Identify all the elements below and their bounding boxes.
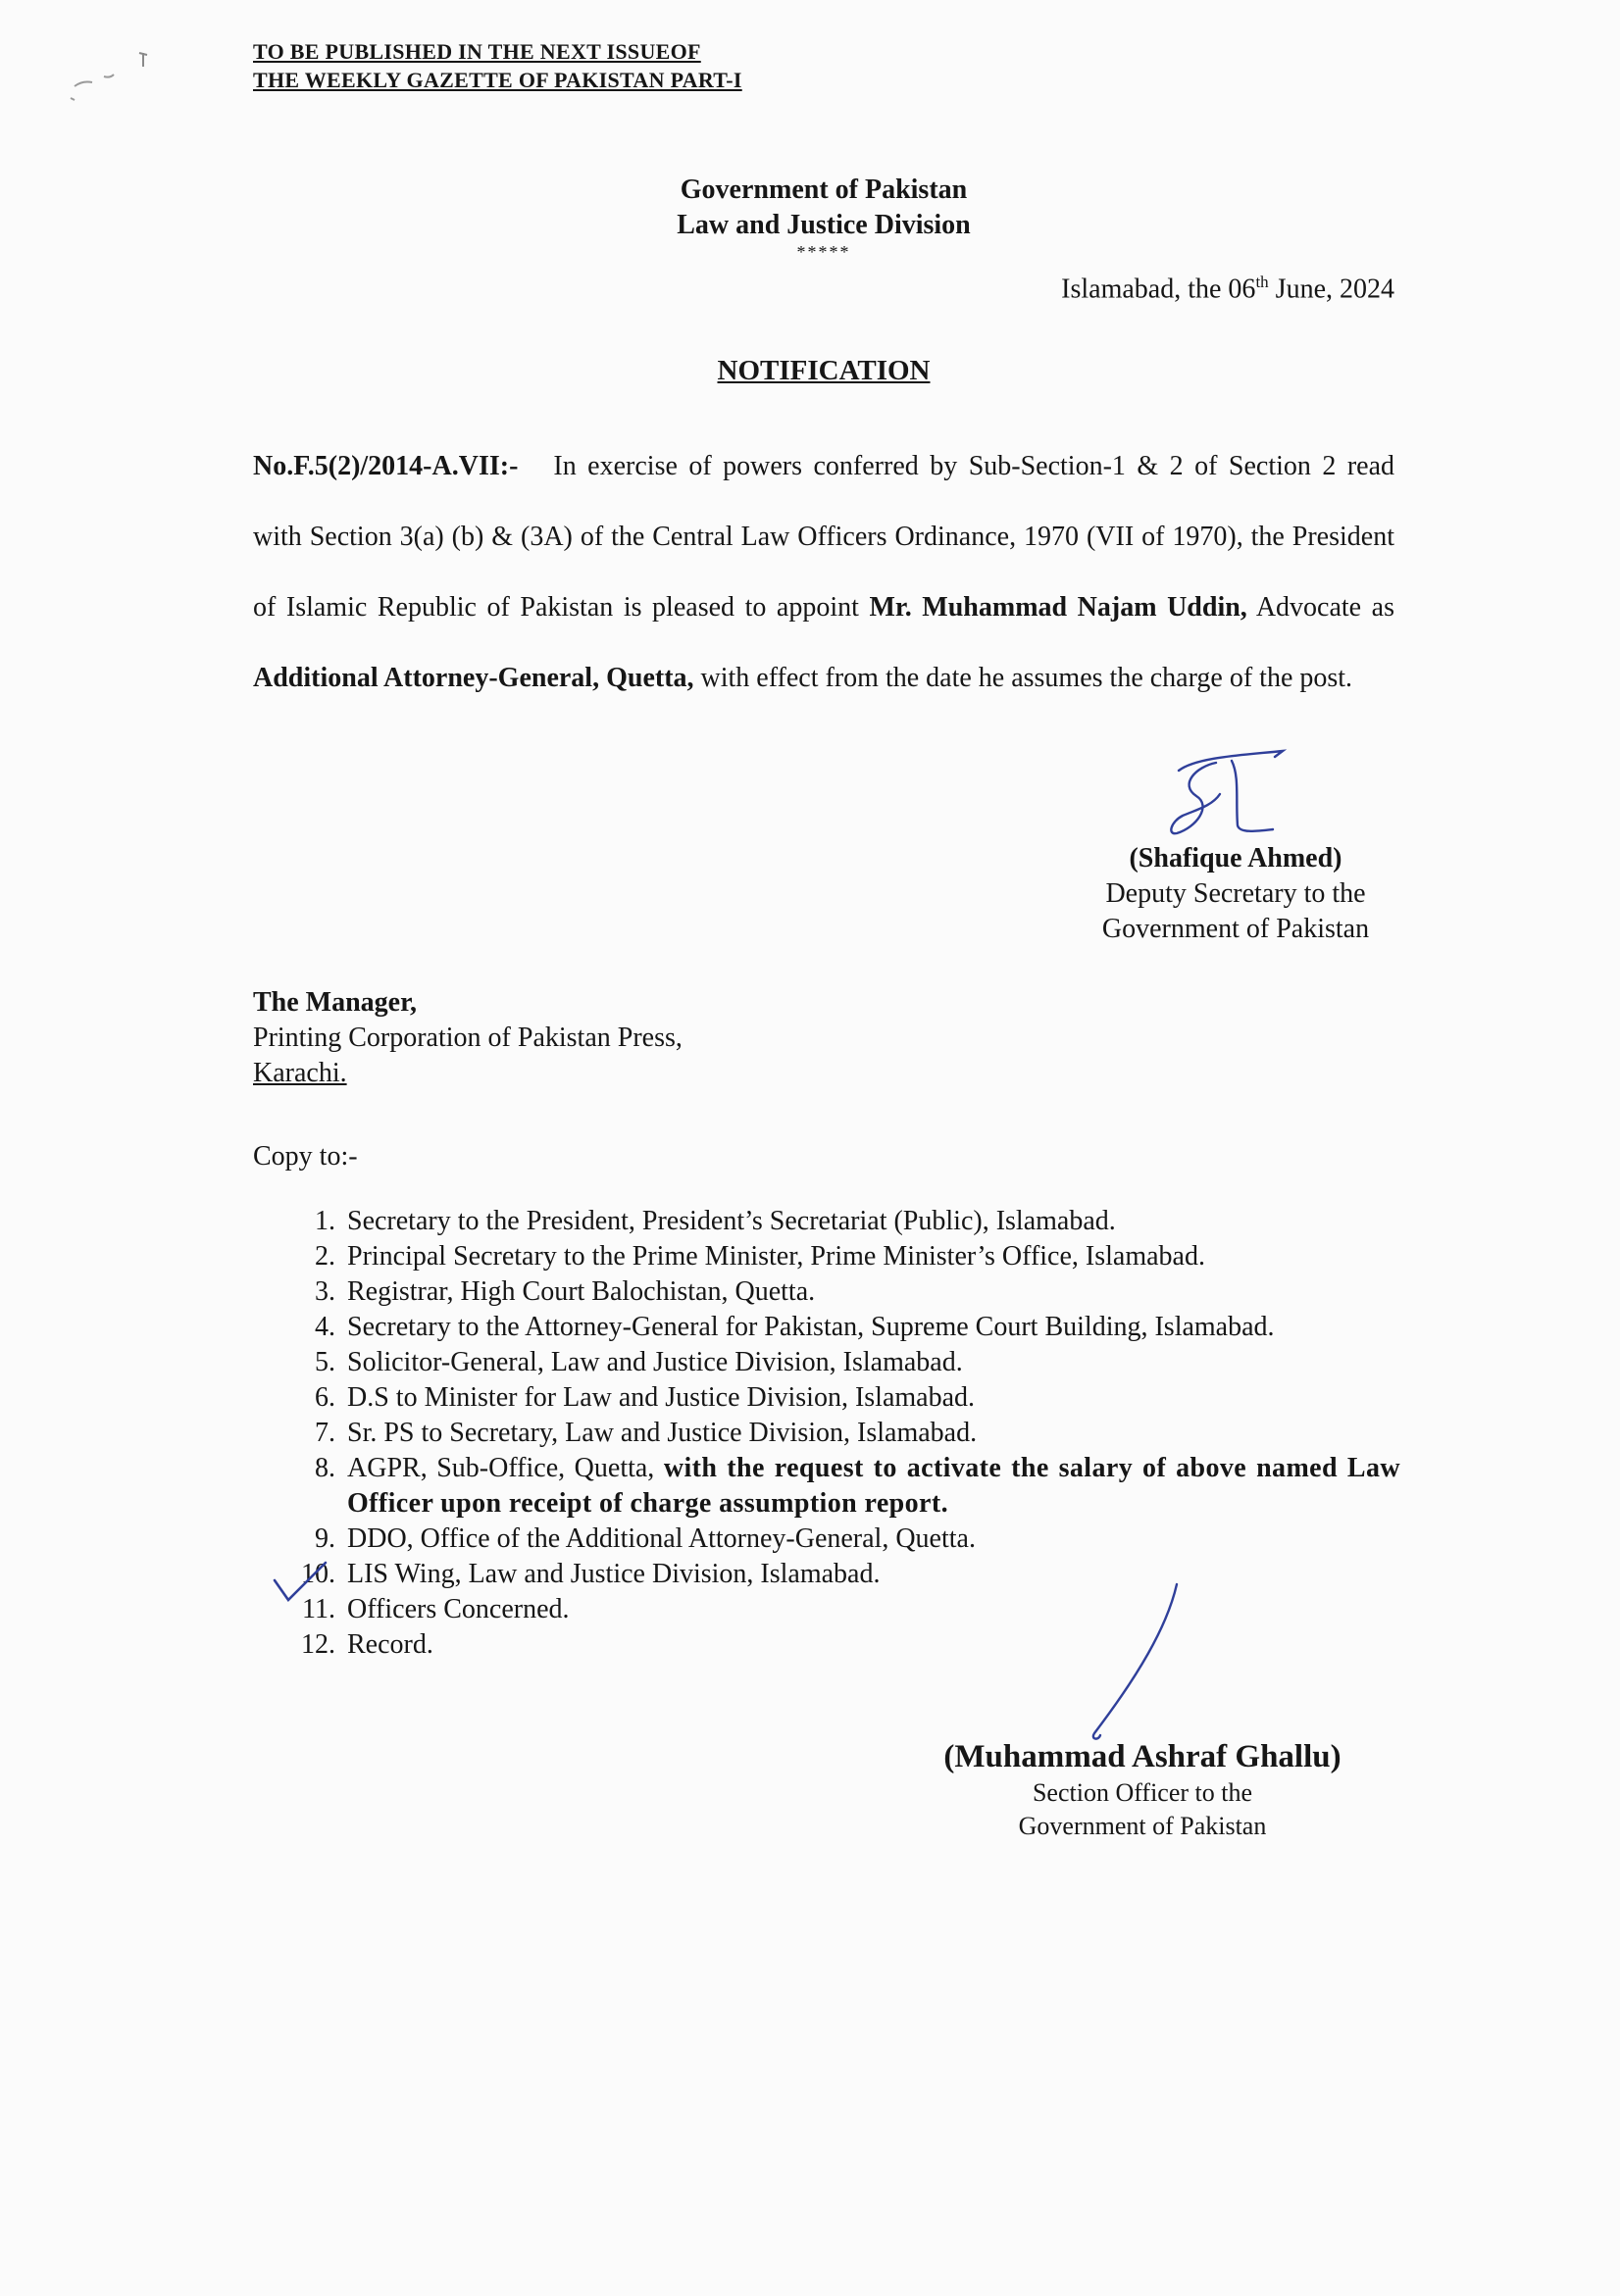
copy-list-item: 5. Solicitor-General, Law and Justice Division, Islamabad. — [315, 1347, 963, 1377]
gazette-line-2: THE WEEKLY GAZETTE OF PAKISTAN PART-I — [253, 68, 742, 92]
date-suffix: th — [1255, 273, 1269, 291]
copy-to-list — [292, 1204, 1400, 1663]
addressee-line-1: The Manager, — [253, 987, 417, 1018]
deputy-secretary-government: Government of Pakistan — [1101, 914, 1370, 944]
tick-mark-icon — [271, 1559, 379, 1618]
copy-list-item: 6. D.S to Minister for Law and Justice Division, Islamabad. — [315, 1382, 976, 1413]
copy-list-item: 10. LIS Wing, Law and Justice Division, Islamabad. — [301, 1559, 881, 1589]
copy-list-item: 7. Sr. PS to Secretary, Law and Justice Division, Islamabad. — [315, 1418, 978, 1448]
copy-to-label: Copy to:- — [253, 1141, 358, 1172]
header-stars: ***** — [796, 242, 851, 262]
section-officer-title: Section Officer to the — [1032, 1778, 1253, 1807]
deputy-secretary-block — [1039, 841, 1432, 947]
body-text-3: with effect from the date he assumes the charge of the post. — [700, 663, 1353, 693]
copy-list-item: 9. DDO, Office of the Additional Attorney-General, Quetta. — [315, 1523, 976, 1554]
deputy-secretary-name: (Shafique Ahmed) — [1129, 843, 1342, 873]
section-officer-block — [912, 1737, 1373, 1843]
copy-list-item: 2. Principal Secretary to the Prime Minister, Prime Minister’s Office, Islamabad. — [315, 1241, 1205, 1272]
appointee-name: Mr. Muhammad Najam Uddin, — [869, 592, 1247, 623]
notification-number: No.F.5(2)/2014-A.VII:- — [253, 451, 519, 481]
scan-mark — [65, 47, 182, 106]
section-officer-government: Government of Pakistan — [1018, 1812, 1267, 1840]
gazette-line-1: TO BE PUBLISHED IN THE NEXT ISSUEOF — [253, 39, 701, 64]
addressee-line-2: Printing Corporation of Pakistan Press, — [253, 1023, 683, 1053]
division-heading: Law and Justice Division — [677, 210, 971, 240]
addressee-line-3: Karachi. — [253, 1058, 347, 1088]
addressee-block — [253, 985, 683, 1091]
deputy-secretary-signature — [1157, 737, 1314, 845]
appointed-position: Additional Attorney-General, Quetta, — [253, 663, 694, 693]
copy-list-item: 8. AGPR, Sub-Office, Quetta, with the request to activate the salary of above named Law Officer upon receipt of charge assumption report. — [315, 1453, 1401, 1519]
issue-date — [1061, 273, 1394, 305]
copy-list-item: 11. Officers Concerned. — [302, 1594, 570, 1624]
gazette-publication-note — [253, 37, 742, 94]
body-text-1: In exercise of powers conferred by Sub-Section-1 & 2 of Section 2 read with Section 3(a) (b) & (3A) of the Central Law Officers Ordinance, 1970 (VII of 1970), the President of Islamic Republic of Pakistan is pleased to appoint — [253, 451, 1394, 623]
notification-body — [253, 431, 1394, 714]
document-title: NOTIFICATION — [717, 355, 931, 386]
date-prefix: Islamabad, the 06 — [1061, 274, 1256, 305]
copy-list-item: 3. Registrar, High Court Balochistan, Quetta. — [315, 1276, 816, 1307]
copy-list-item: 1. Secretary to the President, President’s Secretariat (Public), Islamabad. — [315, 1206, 1116, 1236]
government-heading: Government of Pakistan — [680, 175, 968, 205]
copy-list-item: 4. Secretary to the Attorney-General for Pakistan, Supreme Court Building, Islamabad. — [315, 1312, 1275, 1342]
deputy-secretary-title: Deputy Secretary to the — [1105, 878, 1366, 909]
date-rest: June, 2024 — [1268, 274, 1394, 305]
section-officer-name: (Muhammad Ashraf Ghallu) — [943, 1739, 1342, 1774]
body-text-2: Advocate as — [1255, 592, 1394, 623]
letterhead — [549, 173, 1098, 261]
section-officer-signature — [1079, 1578, 1196, 1745]
copy-list-item: 12. Record. — [301, 1629, 433, 1660]
